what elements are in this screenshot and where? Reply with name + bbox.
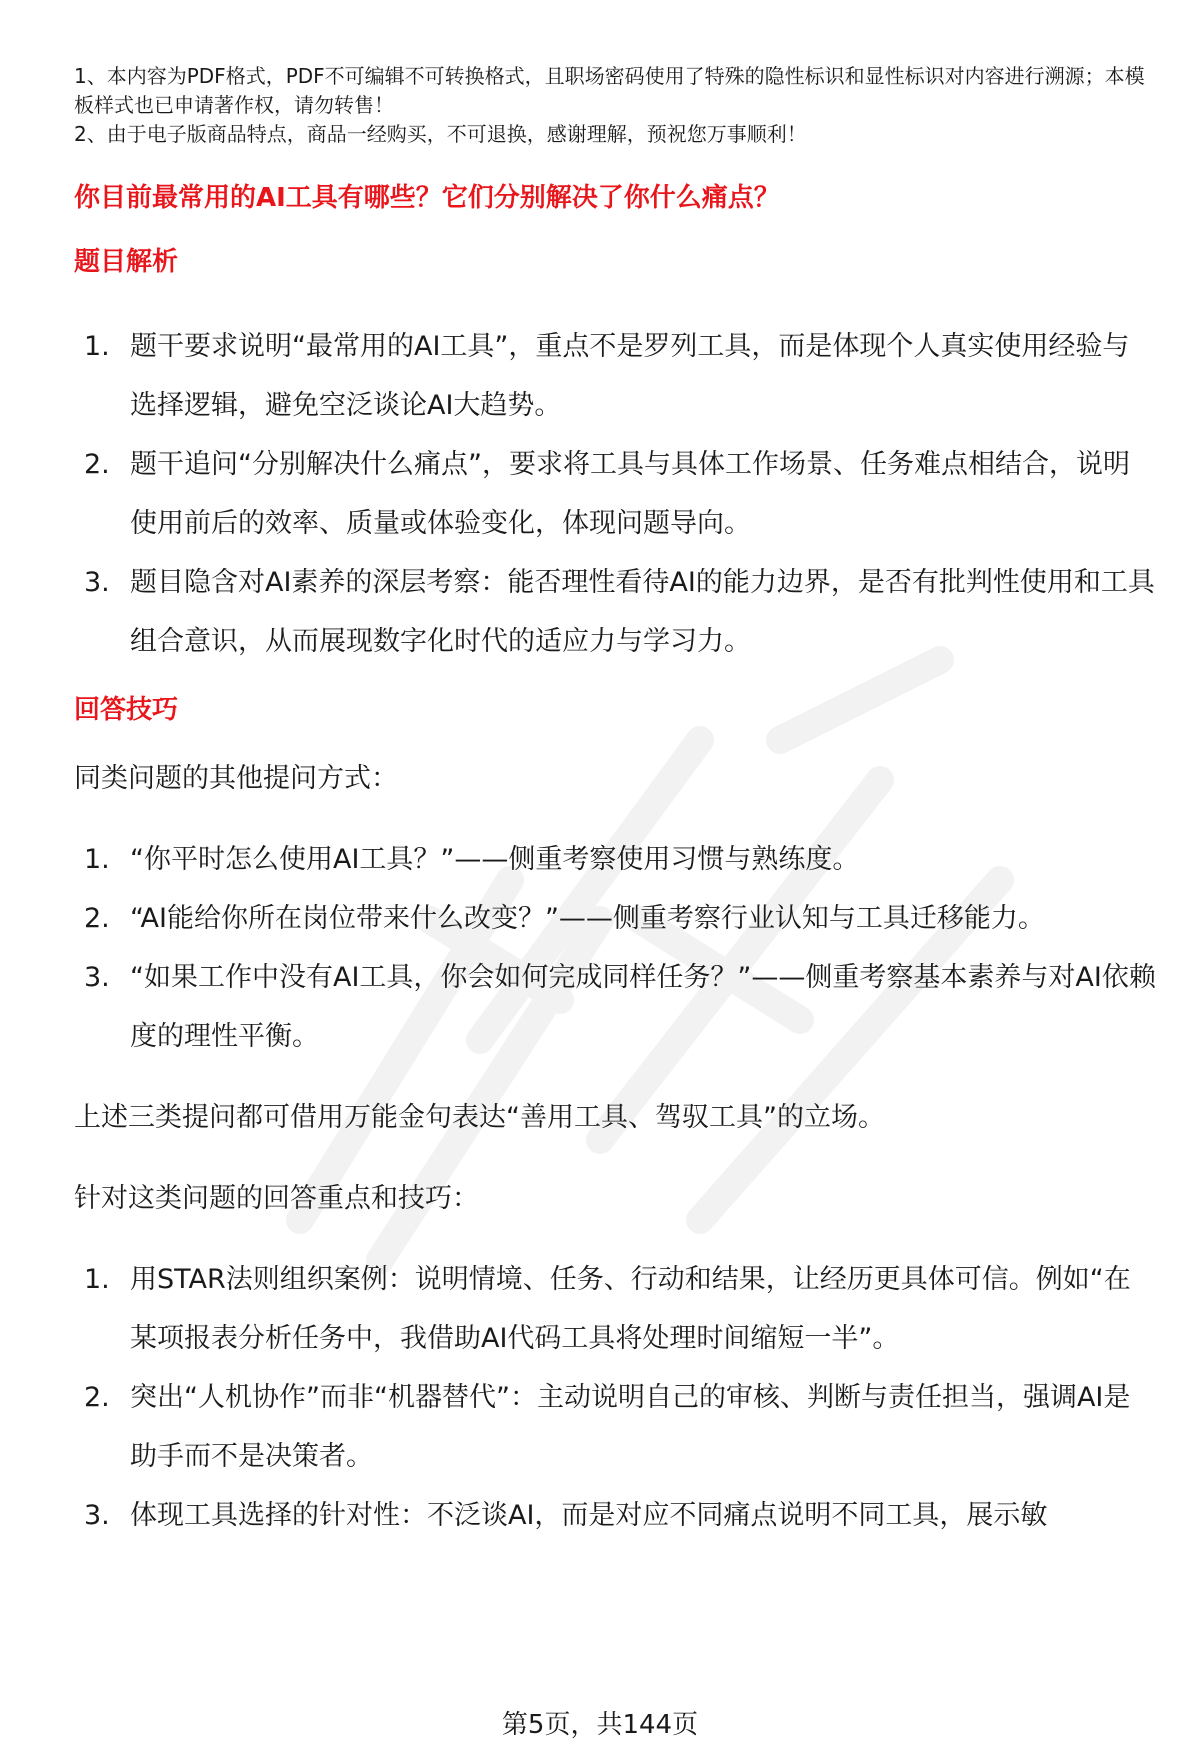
- document-page: [74, 62, 1156, 1545]
- list-item-number: 2.: [84, 449, 110, 480]
- list-item-text: “AI能给你所在岗位带来什么改变？”——侧重考察行业认知与工具迁移能力。: [130, 903, 1045, 934]
- focus-list: [74, 1250, 1156, 1545]
- list-item-number: 1.: [84, 844, 110, 875]
- list-item: [74, 889, 1156, 948]
- list-item: [74, 1368, 1156, 1486]
- list-item: [74, 317, 1156, 435]
- list-item-text: 突出“人机协作”而非“机器替代”：主动说明自己的审核、判断与责任担当，强调AI是助手而不是决策者。: [130, 1382, 1131, 1472]
- list-item-text: 题干要求说明“最常用的AI工具”，重点不是罗列工具，而是体现个人真实使用经验与选择逻辑，避免空泛谈论AI大趋势。: [130, 331, 1130, 421]
- list-item-number: 1.: [84, 331, 110, 362]
- list-item-text: “如果工作中没有AI工具，你会如何完成同样任务？”——侧重考察基本素养与对AI依赖度的理性平衡。: [130, 962, 1156, 1052]
- list-item: [74, 435, 1156, 553]
- list-item-number: 2.: [84, 1382, 110, 1413]
- list-item-number: 2.: [84, 903, 110, 934]
- variants-intro: 同类问题的其他提问方式：: [74, 763, 398, 794]
- list-item: [74, 1250, 1156, 1368]
- list-item-number: 1.: [84, 1264, 110, 1295]
- variants-summary: 上述三类提问都可借用万能金句表达“善用工具、驾驭工具”的立场。: [74, 1102, 885, 1133]
- purchase-notice: [74, 62, 1156, 149]
- notice-line-1: 1、本内容为PDF格式，PDF不可编辑不可转换格式，且职场密码使用了特殊的隐性标识和显性标识对内容进行溯源；本模板样式也已申请著作权，请勿转售！: [74, 64, 1145, 117]
- list-item-text: “你平时怎么使用AI工具？”——侧重考察使用习惯与熟练度。: [130, 844, 860, 875]
- analysis-list: [74, 317, 1156, 671]
- list-item: [74, 1486, 1156, 1545]
- list-item-text: 体现工具选择的针对性：不泛谈AI，而是对应不同痛点说明不同工具，展示敏: [130, 1500, 1048, 1531]
- list-item-text: 题目隐含对AI素养的深层考察：能否理性看待AI的能力边界，是否有批判性使用和工具组合意识，从而展现数字化时代的适应力与学习力。: [130, 567, 1155, 657]
- variants-list: [74, 830, 1156, 1066]
- focus-intro: 针对这类问题的回答重点和技巧：: [74, 1183, 479, 1214]
- list-item-text: 题干追问“分别解决什么痛点”，要求将工具与具体工作场景、任务难点相结合，说明使用前后的效率、质量或体验变化，体现问题导向。: [130, 449, 1130, 539]
- question-heading: 你目前最常用的AI工具有哪些？它们分别解决了你什么痛点？: [74, 183, 780, 213]
- list-item: [74, 830, 1156, 889]
- list-item-number: 3.: [84, 1500, 110, 1531]
- list-item-number: 3.: [84, 567, 110, 598]
- analysis-title: 题目解析: [74, 247, 179, 277]
- page-number-footer: 第5页，共144页: [501, 1710, 699, 1740]
- list-item-text: 用STAR法则组织案例：说明情境、任务、行动和结果，让经历更具体可信。例如“在某项报表分析任务中，我借助AI代码工具将处理时间缩短一半”。: [130, 1264, 1131, 1354]
- list-item-number: 3.: [84, 962, 110, 993]
- list-item: [74, 948, 1156, 1066]
- list-item: [74, 553, 1156, 671]
- notice-line-2: 2、由于电子版商品特点，商品一经购买，不可退换，感谢理解，预祝您万事顺利！: [74, 122, 807, 146]
- tips-title: 回答技巧: [74, 695, 179, 725]
